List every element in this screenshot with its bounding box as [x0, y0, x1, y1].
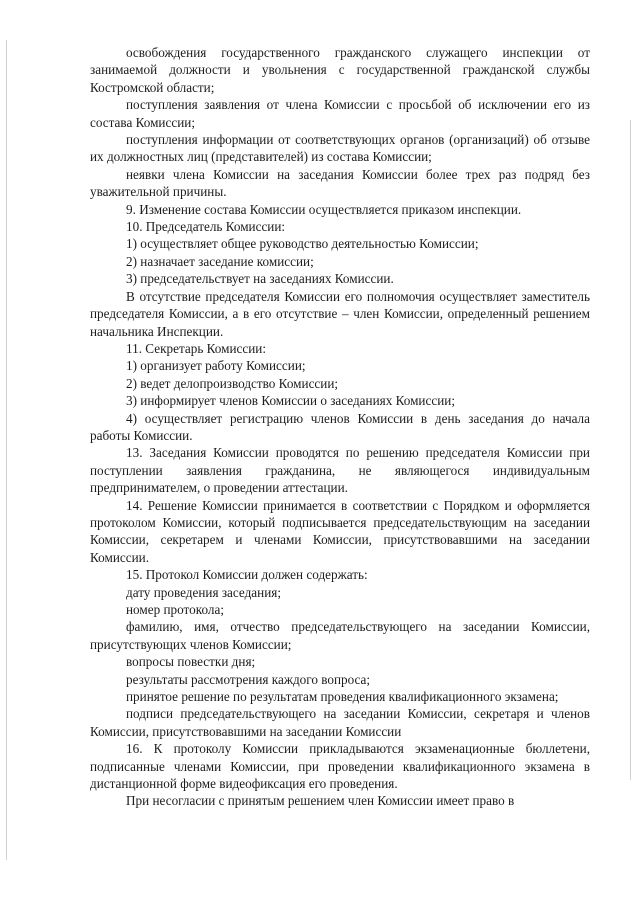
paragraph: 15. Протокол Комиссии должен содержать: [126, 567, 368, 583]
paragraph: 11. Секретарь Комиссии: [126, 340, 267, 356]
paragraph: результаты рассмотрения каждого вопроса; [126, 671, 371, 687]
paragraph: 3) информирует членов Комиссии о заседаниях Комиссии; [126, 393, 455, 409]
paragraph: подписи председательствующего на заседании Комиссии, секретаря и членов Комиссии, присутствовавшими на заседании Комиссии [90, 706, 590, 739]
paragraph: освобождения государственного гражданского служащего инспекции от занимаемой должности и увольнения с государственной гражданской службы Костромской области; [90, 45, 590, 95]
paragraph: 4) осуществляет регистрацию членов Комиссии в день заседания до начала работы Комиссии. [90, 410, 590, 443]
paragraph: вопросы повестки дня; [126, 654, 256, 670]
paragraph: дату проведения заседания; [126, 584, 281, 600]
paragraph: 10. Председатель Комиссии: [126, 219, 286, 235]
scan-edge-right [630, 120, 631, 780]
document-page [90, 44, 590, 810]
paragraph: 1) организует работу Комиссии; [126, 358, 306, 374]
paragraph: фамилию, имя, отчество председательствующего на заседании Комиссии, присутствующих членов Комиссии; [90, 619, 590, 652]
paragraph: 9. Изменение состава Комиссии осуществляется приказом инспекции. [126, 201, 522, 217]
paragraph: В отсутствие председателя Комиссии его полномочия осуществляет заместитель председателя Комиссии, а в его отсутствие – член Комиссии, определенный решением начальника Инспекции. [90, 288, 590, 339]
paragraph: 2) назначает заседание комиссии; [126, 253, 314, 269]
paragraph: принятое решение по результатам проведения квалификационного экзамена; [126, 689, 559, 705]
paragraph: 3) председательствует на заседаниях Комиссии. [126, 271, 394, 287]
scan-edge-left [6, 40, 7, 860]
paragraph: 13. Заседания Комиссии проводятся по решению председателя Комиссии при поступлении заявления гражданина, не являющегося индивидуальным предпринимателем, о проведении аттестации. [90, 445, 590, 496]
paragraph: номер протокола; [126, 602, 224, 617]
paragraph: При несогласии с принятым решением член Комиссии имеет право в [126, 793, 515, 809]
paragraph: неявки члена Комиссии на заседания Комиссии более трех раз подряд без уважительной причины. [90, 166, 590, 200]
paragraph: 1) осуществляет общее руководство деятельностью Комиссии; [126, 236, 479, 252]
paragraph: поступления заявления от члена Комиссии с просьбой об исключении его из состава Комиссии; [90, 97, 590, 130]
paragraph: поступления информации от соответствующих органов (организаций) об отзыве их должностных лиц (представителей) из состава Комиссии; [90, 132, 590, 165]
paragraph: 16. К протоколу Комиссии прикладываются экзаменационные бюллетени, подписанные членами Комиссии, при проведении квалификационного экзамена в дистанционной форме видеофиксация его проведения. [90, 741, 590, 792]
paragraph: 14. Решение Комиссии принимается в соответствии с Порядком и оформляется протоколом Комиссии, который подписывается председательствующим на заседании Комиссии, секретарем и членами Комиссии, присутствовавшими на заседании Комиссии. [90, 497, 590, 565]
paragraph: 2) ведет делопроизводство Комиссии; [126, 375, 339, 391]
